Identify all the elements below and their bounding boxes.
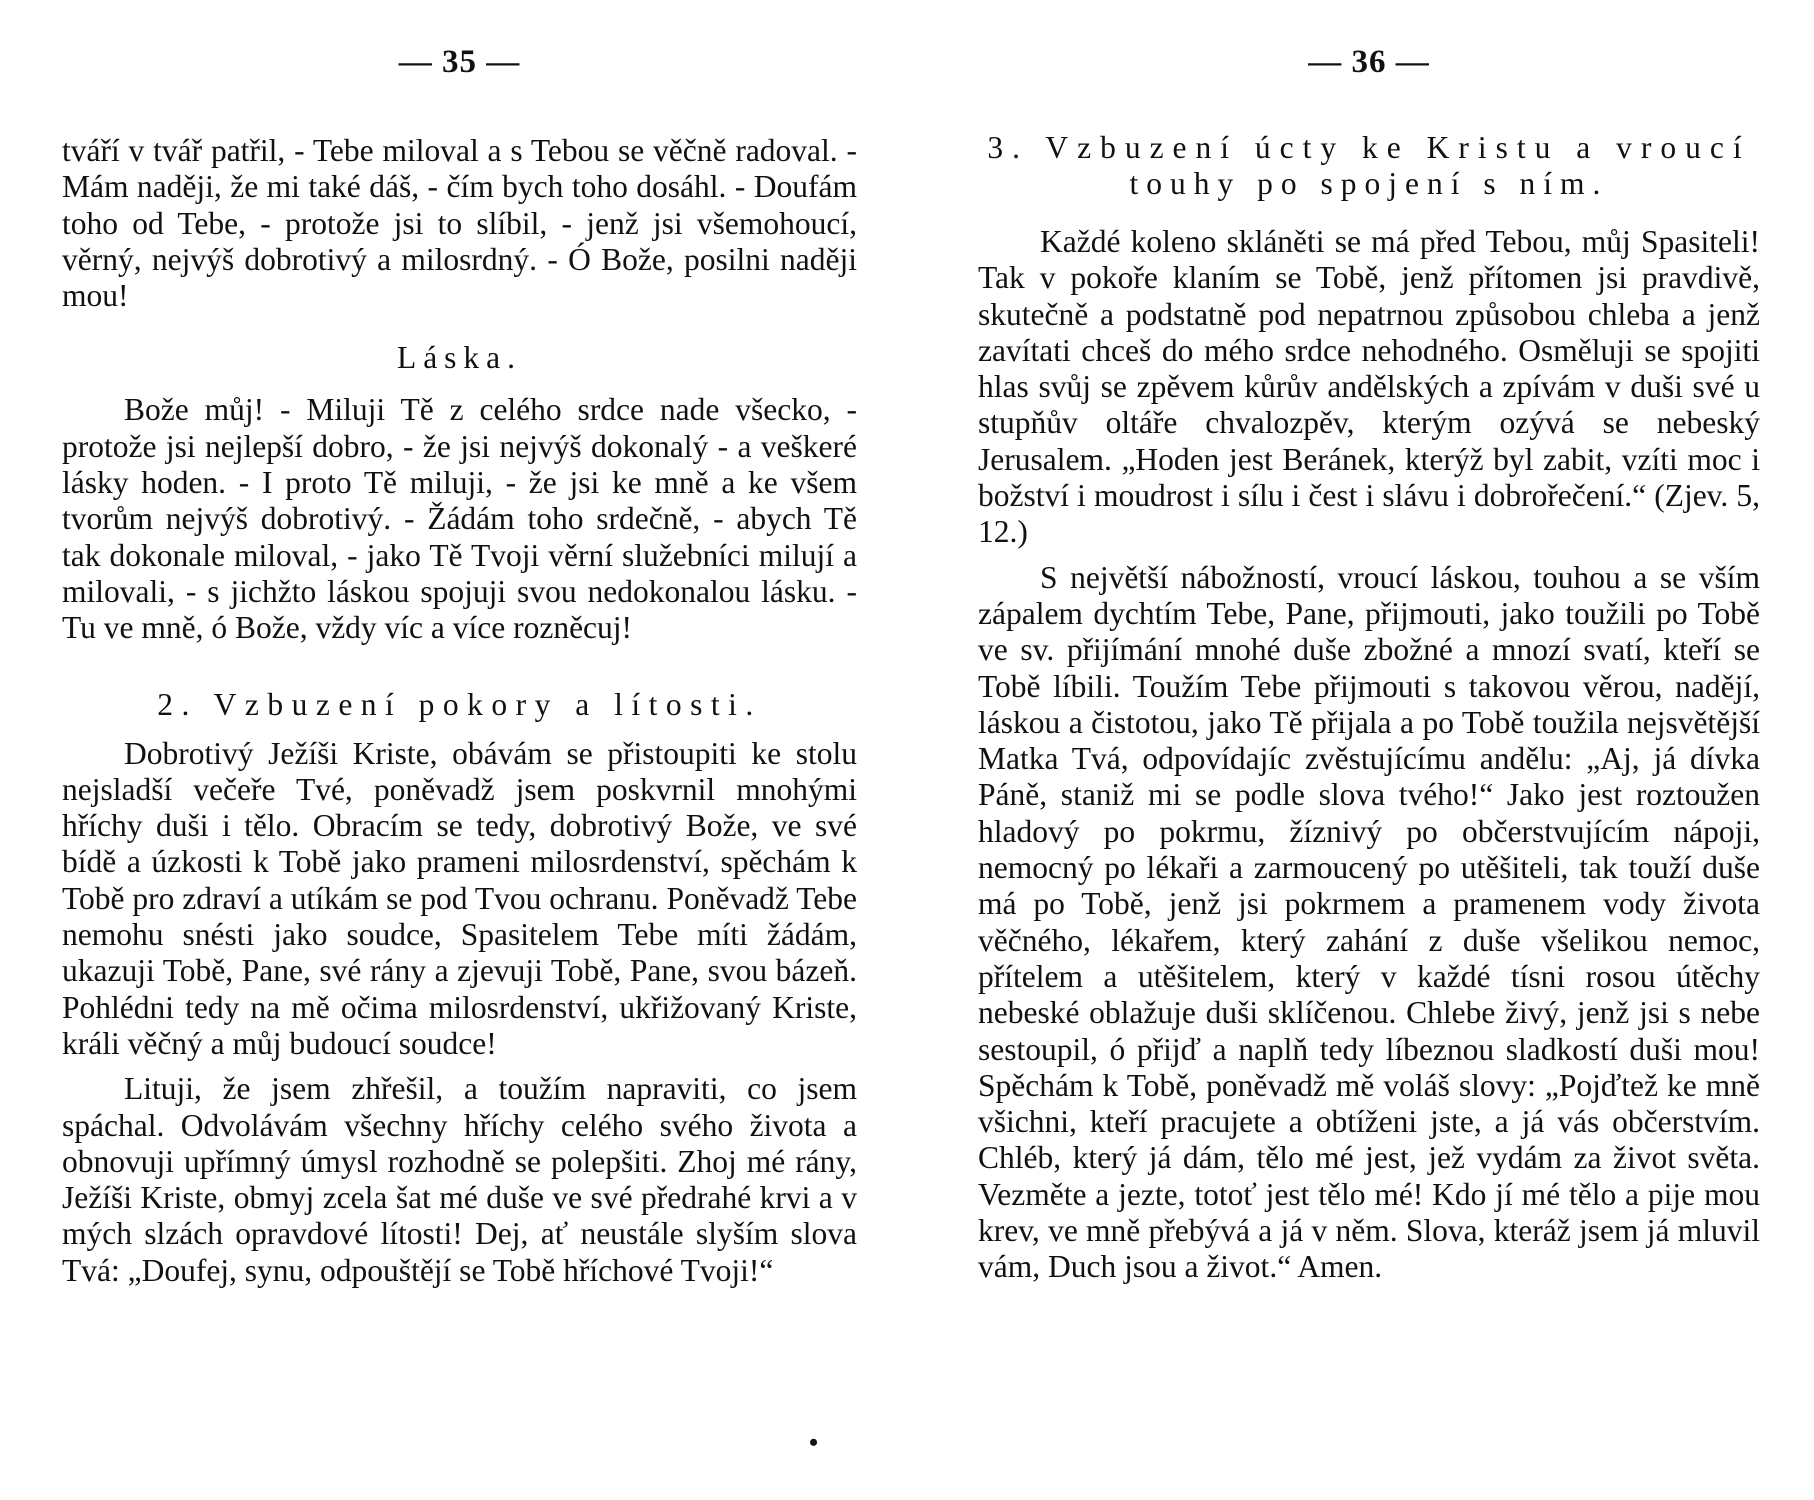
page-number-left: — 35 — [398, 44, 521, 80]
right-page-content [978, 130, 1760, 1286]
section-3-heading-line-1: 3. Vzbuzení úcty ke Kristu a vroucí [987, 130, 1751, 165]
opening-paragraph: tváří v tvář patřil, - Tebe miloval a s Tebou se věčně radoval. - Mám naději, že mi také dáš, - čím bych toho dosáhl. - Doufám toho od Tebe, - protože jsi to slíbil, - jenž jsi všemohoucí, věrný, nejvýš dobrotivý a milosrdný. - Ó Bože, posilni naději mou! [62, 133, 857, 314]
page-number-right: — 36 — [1308, 44, 1430, 80]
section-2-paragraph-2: Lituji, že jsem zhřešil, a toužím napraviti, co jsem spáchal. Odvolávám všechny hříchy celého svého života a obnovuji upřímný úmysl rozhodně se polepšiti. Zhoj mé rány, Ježíši Kriste, obmyj zcela šat mé duše ve své předrahé krvi a v mých slzách opravdové lítosti! Dej, ať neustále slyším slova Tvá: „Doufej, synu, odpouštějí se Tobě hříchové Tvoji!“ [62, 1071, 857, 1288]
section-3-paragraph-2: S největší nábožností, vroucí láskou, touhou a se vším zápalem dychtím Tebe, Pane, přijmouti, jako toužili po Tobě ve sv. přijímání mnohé duše zbožné a mnozí svatí, kteří se Tobě líbili. Toužím Tebe přijmouti s takovou věrou, nadějí, láskou a čistotou, jako Tě přijala a po Tobě toužila nejsvětější Matka Tvá, odpovídajíc zvěstujícímu andělu: „Aj, já dívka Páně, staniž mi se podle slova tvého!“ Jako jest roztoužen hladový po pokrmu, žíznivý po občerstvujícím nápoji, nemocný po lékaři a zarmoucený po utěšiteli, tak touží duše má po Tobě, jenž jsi pokrmem a pramenem vody života věčného, lékařem, který zahání z duše všelikou nemoc, přítelem a utěšitelem, který v každé tísni rosou útěchy nebeské oblažuje duši sklíčenou. Chlebe živý, jenž jsi s nebe sestoupil, ó přijď a naplň tedy líbeznou sladkostí duši mou! Spěchám k Tobě, poněvadž mě voláš slovy: „Pojďtež ke mně všichni, kteří pracujete a obtíženi jste, a já vás občerstvím. Chléb, který já dám, tělo mé jest, jež vydám za život světa. Vezměte a jezte, totoť jest tělo mé! Kdo jí mé tělo a pije mou krev, ve mně přebývá a já v něm. Slova, kteráž jsem já mluvil vám, Duch jsou a život.“ Amen. [978, 559, 1760, 1285]
love-paragraph: Bože můj! - Miluji Tě z celého srdce nade všecko, - protože jsi nejlepší dobro, - že jsi nejvýš dokonalý - a veškeré lásky hoden. - I proto Tě miluji, - že jsi ke mně a ke všem tvorům nejvýš dobrotivý. - Žádám toho srdečně, - abych Tě tak dokonale miloval, - jako Tě Tvoji věrní služebníci milují a milovali, - s jichžto láskou spojuji svou nedokonalou lásku. - Tu ve mně, ó Bože, vždy víc a více rozněcuj! [62, 392, 857, 646]
section-3-heading-line-2: touhy po spojení s ním. [1129, 166, 1609, 201]
footer-mark: • [809, 1428, 819, 1457]
left-page-content [62, 133, 857, 1289]
left-page [62, 0, 857, 1500]
right-page [978, 0, 1760, 1500]
love-heading: Láska. [396, 340, 523, 376]
section-3-paragraph-1: Každé koleno skláněti se má před Tebou, můj Spasiteli! Tak v pokoře klaním se Tobě, jenž přítomen jsi pravdivě, skutečně a podstatně pod nepatrnou způsobou chleba a jenž zavítati chceš do mého srdce nehodného. Osměluji se spojiti hlas svůj se zpěvem kůrův andělských a zpívám v duši své u stupňův oltáře chvalozpěv, kterým ozývá se nebeský Jerusalem. „Hoden jest Beránek, kterýž byl zabit, vzíti moc i božství i moudrost i sílu i čest i slávu i dobrořečení.“ (Zjev. 5, 12.) [978, 224, 1760, 550]
section-2-heading: 2. Vzbuzení pokory a lítosti. [157, 686, 762, 722]
section-2-paragraph-1: Dobrotivý Ježíši Kriste, obávám se přistoupiti ke stolu nejsladší večeře Tvé, poněvadž jsem poskvrnil mnohými hříchy duši i tělo. Obracím se tedy, dobrotivý Bože, ve své bídě a úzkosti k Tobě jako prameni milosrdenství, spěchám k Tobě pro zdraví a utíkám se pod Tvou ochranu. Poněvadž Tebe nemohu snésti jako soudce, Spasitelem Tebe míti žádám, ukazuji Tobě, Pane, své rány a zjevuji Tobě, Pane, svou bázeň. Pohlédni tedy na mě očima milosrdenství, ukřižovaný Kriste, králi věčný a můj budoucí soudce! [62, 735, 857, 1061]
